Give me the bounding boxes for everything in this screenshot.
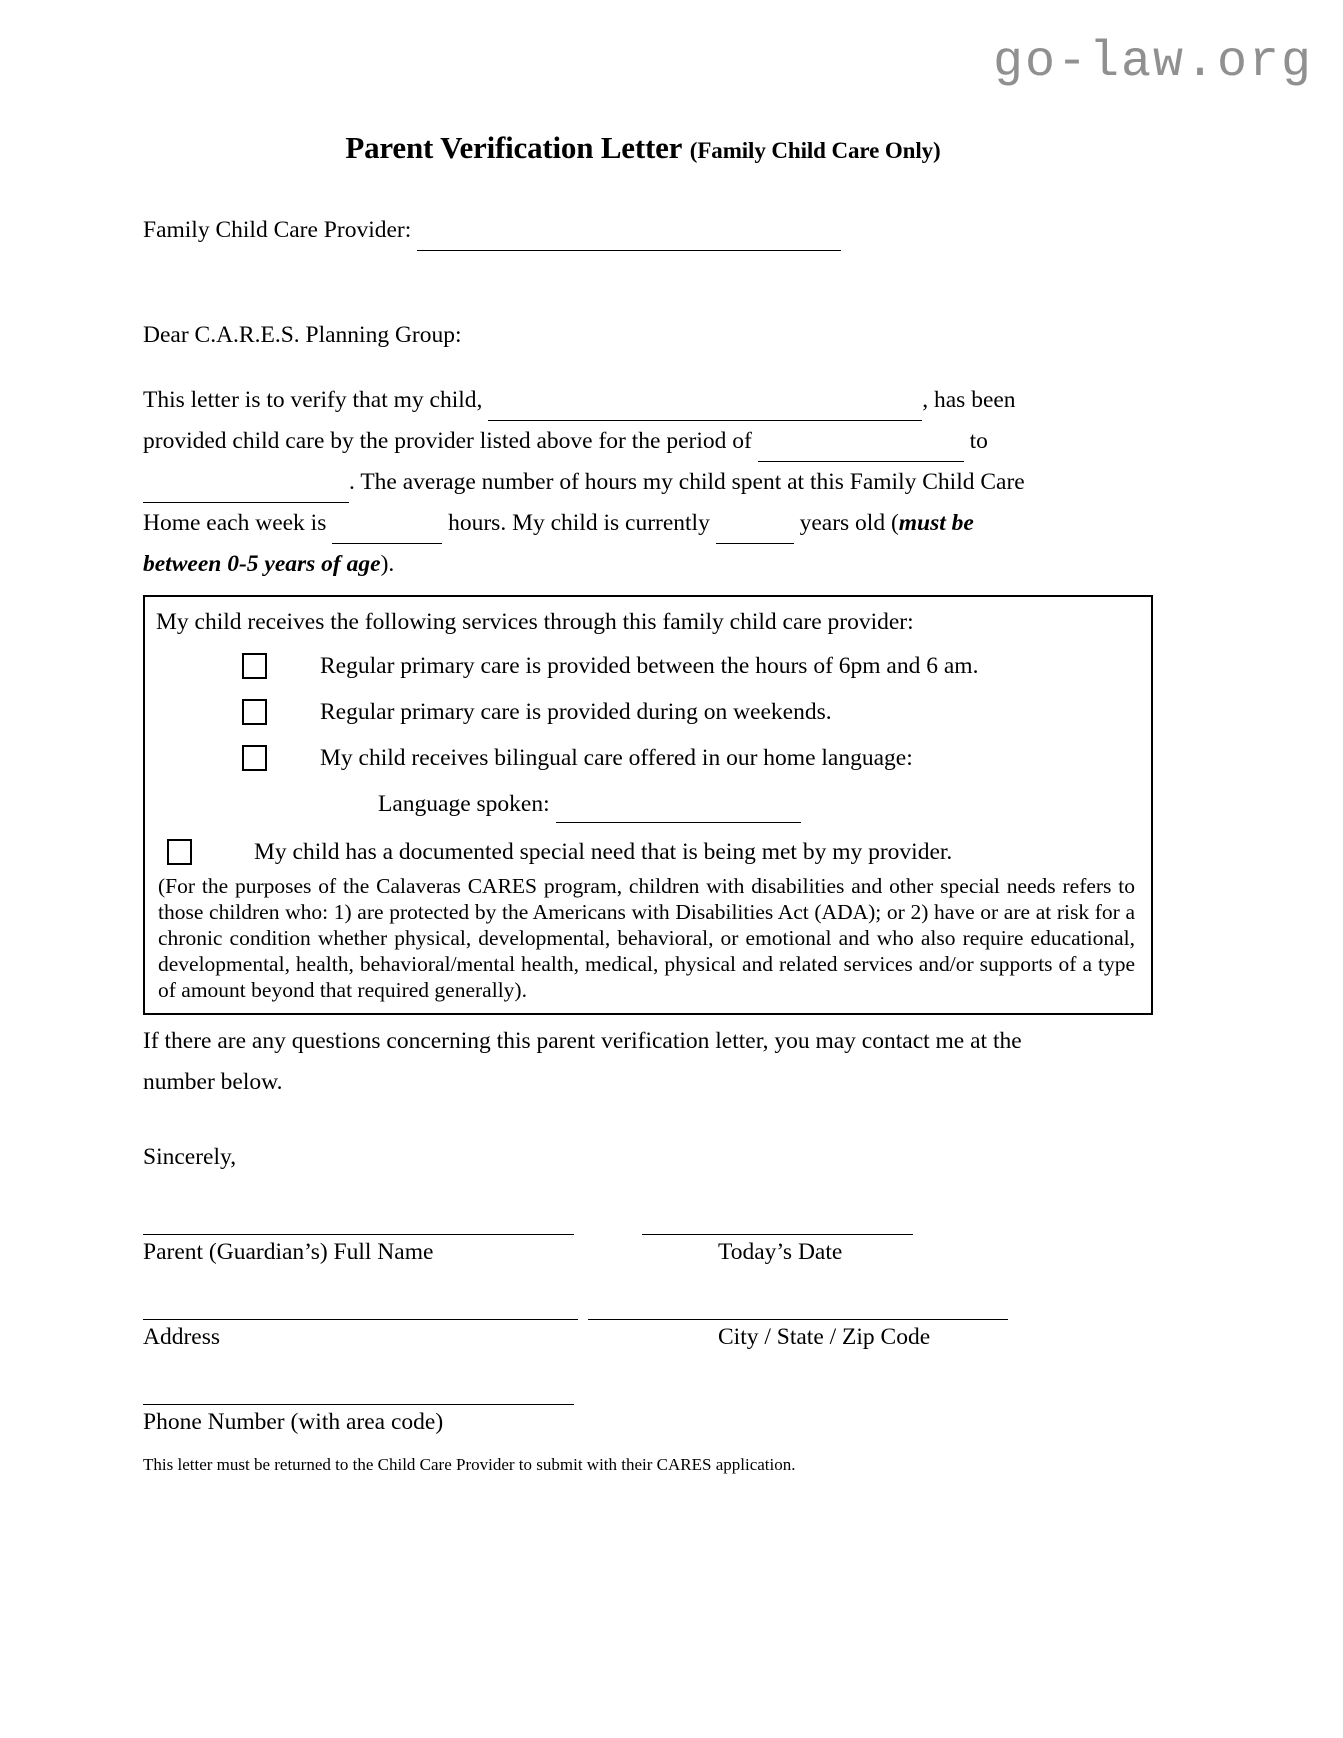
body-line-5-end: ). xyxy=(380,551,395,577)
signature-block-address-city xyxy=(143,1319,1198,1354)
body-line-4-text-b: hours. My child is currently xyxy=(448,510,710,536)
service-option-bilingual-care-label: My child receives bilingual care offered in our home language: xyxy=(320,745,913,771)
body-line-4-emphasis: must be xyxy=(898,510,974,536)
checkbox-bilingual-care[interactable] xyxy=(242,745,267,771)
service-option-weekend-care[interactable] xyxy=(242,693,1137,731)
body-line-4-text-c: years old ( xyxy=(799,510,899,536)
body-line-5-emphasis: between 0-5 years of age xyxy=(143,551,381,577)
language-spoken-row xyxy=(378,785,1137,823)
page-title-sub: (Family Child Care Only) xyxy=(689,138,941,163)
city-state-zip-label: City / State / Zip Code xyxy=(718,1324,931,1350)
hours-per-week-input-blank[interactable] xyxy=(332,521,442,544)
checkbox-special-need[interactable] xyxy=(167,839,192,865)
signature-block-phone xyxy=(143,1404,1198,1439)
service-option-bilingual-care[interactable] xyxy=(242,739,1137,777)
sincerely: Sincerely, xyxy=(143,1144,237,1170)
page-title xyxy=(143,130,1198,166)
body-line-2-text-a: provided child care by the provider listed above for the period of xyxy=(143,428,752,454)
body-line-1 xyxy=(143,380,1198,421)
provider-field-row xyxy=(143,210,1198,251)
date-label: Today’s Date xyxy=(718,1239,843,1265)
body-line-3-text: . The average number of hours my child spent at this Family Child Care xyxy=(349,469,1025,495)
body-line-1-text-a: This letter is to verify that my child, xyxy=(143,387,483,413)
checkbox-night-care[interactable] xyxy=(242,653,267,679)
language-spoken-label: Language spoken: xyxy=(378,791,550,817)
document-content xyxy=(143,130,1198,1477)
body-line-5 xyxy=(143,544,1198,585)
body-line-2 xyxy=(143,421,1198,462)
service-option-special-need-label: My child has a documented special need that is being met by my provider. xyxy=(254,839,953,865)
footer-note: This letter must be returned to the Child Care Provider to submit with their CARES application. xyxy=(143,1455,796,1474)
parent-name-label: Parent (Guardian’s) Full Name xyxy=(143,1239,434,1265)
body-line-4 xyxy=(143,503,1198,544)
body-line-3 xyxy=(143,462,1198,503)
period-from-input-blank[interactable] xyxy=(758,439,964,462)
body-line-4-text-a: Home each week is xyxy=(143,510,327,536)
special-need-disclaimer: (For the purposes of the Calaveras CARES program, children with disabilities and other special needs refers to those children who: 1) are protected by the Americans with Disabilities Act (ADA); or 2) have or are at risk for a chronic condition whether physical, developmental, behavioral, or emotional and who also require educational, developmental, health, behavioral/mental health, medical, physical and related services and/or supports of a type of amount beyond that required generally). xyxy=(158,874,1135,1002)
watermark-go-law: go-law.org xyxy=(992,34,1313,91)
provider-input-blank[interactable] xyxy=(417,228,841,251)
provider-label: Family Child Care Provider: xyxy=(143,217,412,243)
phone-label: Phone Number (with area code) xyxy=(143,1409,444,1435)
child-age-input-blank[interactable] xyxy=(716,521,794,544)
closing-line-2: number below. xyxy=(143,1069,283,1095)
signature-labels-name-date xyxy=(143,1235,1198,1269)
services-heading: My child receives the following services through this family child care provider: xyxy=(156,609,914,635)
body-line-1-text-b: , has been xyxy=(922,387,1016,413)
child-name-input-blank[interactable] xyxy=(488,398,922,421)
body-line-2-text-b: to xyxy=(969,428,988,454)
signature-block-name-date xyxy=(143,1234,1198,1269)
service-option-night-care-label: Regular primary care is provided between the hours of 6pm and 6 am. xyxy=(320,653,979,679)
service-option-weekend-care-label: Regular primary care is provided during on weekends. xyxy=(320,699,832,725)
services-box xyxy=(143,595,1153,1015)
service-option-night-care[interactable] xyxy=(242,647,1137,685)
salutation: Dear C.A.R.E.S. Planning Group: xyxy=(143,322,462,348)
address-label: Address xyxy=(143,1324,221,1350)
checkbox-weekend-care[interactable] xyxy=(242,699,267,725)
service-option-special-need[interactable] xyxy=(167,833,1137,871)
signature-labels-address-city xyxy=(143,1320,1198,1354)
page-title-main: Parent Verification Letter xyxy=(345,130,683,165)
closing-line-1: If there are any questions concerning this parent verification letter, you may contact me at the xyxy=(143,1028,1022,1054)
language-spoken-input-blank[interactable] xyxy=(556,800,801,823)
signature-labels-phone xyxy=(143,1405,1198,1439)
period-to-input-blank[interactable] xyxy=(143,480,349,503)
